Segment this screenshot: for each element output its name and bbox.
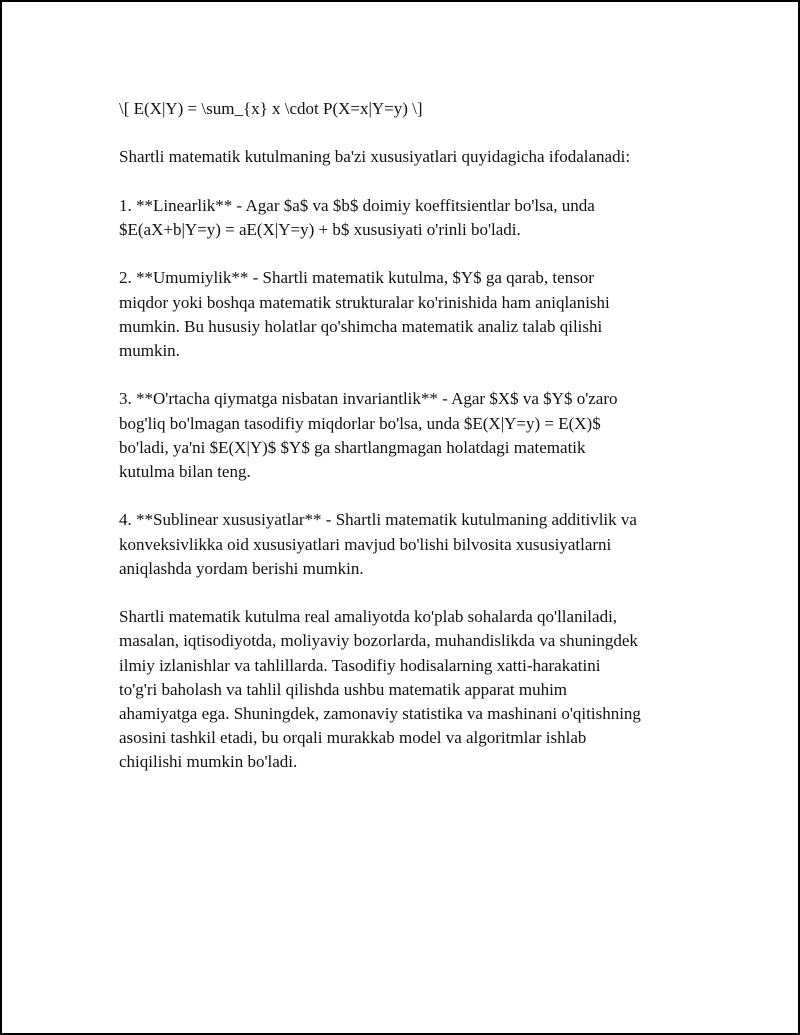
formula-line: \[ E(X|Y) = \sum_{x} x \cdot P(X=x|Y=y) \]: [119, 99, 423, 118]
text-line: aniqlashda yordam berishi mumkin.: [119, 558, 364, 578]
list-item-generality: [119, 266, 694, 363]
list-item-sublinear: [119, 508, 694, 581]
text-line: 1. **Linearlik** - Agar $a$ va $b$ doimiy koeffitsientlar bo'lsa, unda: [119, 195, 595, 215]
text-line: mumkin. Bu hususiy holatlar qo'shimcha matematik analiz talab qilishi: [119, 316, 603, 336]
text-line: 4. **Sublinear xususiyatlar** - Shartli matematik kutulmaning additivlik va: [119, 510, 637, 530]
text-line: bo'ladi, ya'ni $E(X|Y)$ $Y$ ga shartlangmagan holatdagi matematik: [119, 437, 586, 457]
intro-paragraph: [119, 145, 694, 169]
text-line: miqdor yoki boshqa matematik strukturalar ko'rinishida ham aniqlanishi: [119, 292, 610, 312]
text-line: mumkin.: [119, 340, 180, 360]
list-item-linearity: [119, 194, 694, 242]
text-line: 3. **O'rtacha qiymatga nisbatan invariantlik** - Agar $X$ va $Y$ o'zaro: [119, 389, 618, 409]
text-line: masalan, iqtisodiyotda, moliyaviy bozorlarda, muhandislikda va shuningdek: [119, 631, 638, 651]
text-line: chiqilishi mumkin bo'ladi.: [119, 752, 298, 772]
text-line: Shartli matematik kutulma real amaliyotda ko'plab sohalarda qo'llaniladi,: [119, 607, 618, 627]
document-body: [119, 97, 694, 799]
text-line: 2. **Umumiylik** - Shartli matematik kutulma, $Y$ ga qarab, tensor: [119, 268, 594, 288]
text-line: ilmiy izlanishlar va tahlillarda. Tasodifiy hodisalarning xatti-harakatini: [119, 655, 601, 675]
intro-line: Shartli matematik kutulmaning ba'zi xususiyatlari quyidagicha ifodalanadi:: [119, 147, 631, 167]
text-line: konveksivlikka oid xususiyatlari mavjud bo'lishi bilvosita xususiyatlarni: [119, 534, 612, 554]
text-line: ahamiyatga ega. Shuningdek, zamonaviy statistika va mashinani o'qitishning: [119, 703, 641, 723]
text-line: kutulma bilan teng.: [119, 461, 251, 481]
formula-paragraph: [119, 97, 694, 121]
list-item-invariance: [119, 387, 694, 484]
text-line: to'g'ri baholash va tahlil qilishda ushbu matematik apparat muhim: [119, 679, 568, 699]
conclusion-paragraph: [119, 605, 694, 774]
text-line: $E(aX+b|Y=y) = aE(X|Y=y) + b$ xususiyati o'rinli bo'ladi.: [119, 219, 521, 239]
text-line: asosini tashkil etadi, bu orqali murakkab model va algoritmlar ishlab: [119, 728, 587, 748]
text-line: bog'liq bo'lmagan tasodifiy miqdorlar bo'lsa, unda $E(X|Y=y) = E(X)$: [119, 413, 601, 433]
